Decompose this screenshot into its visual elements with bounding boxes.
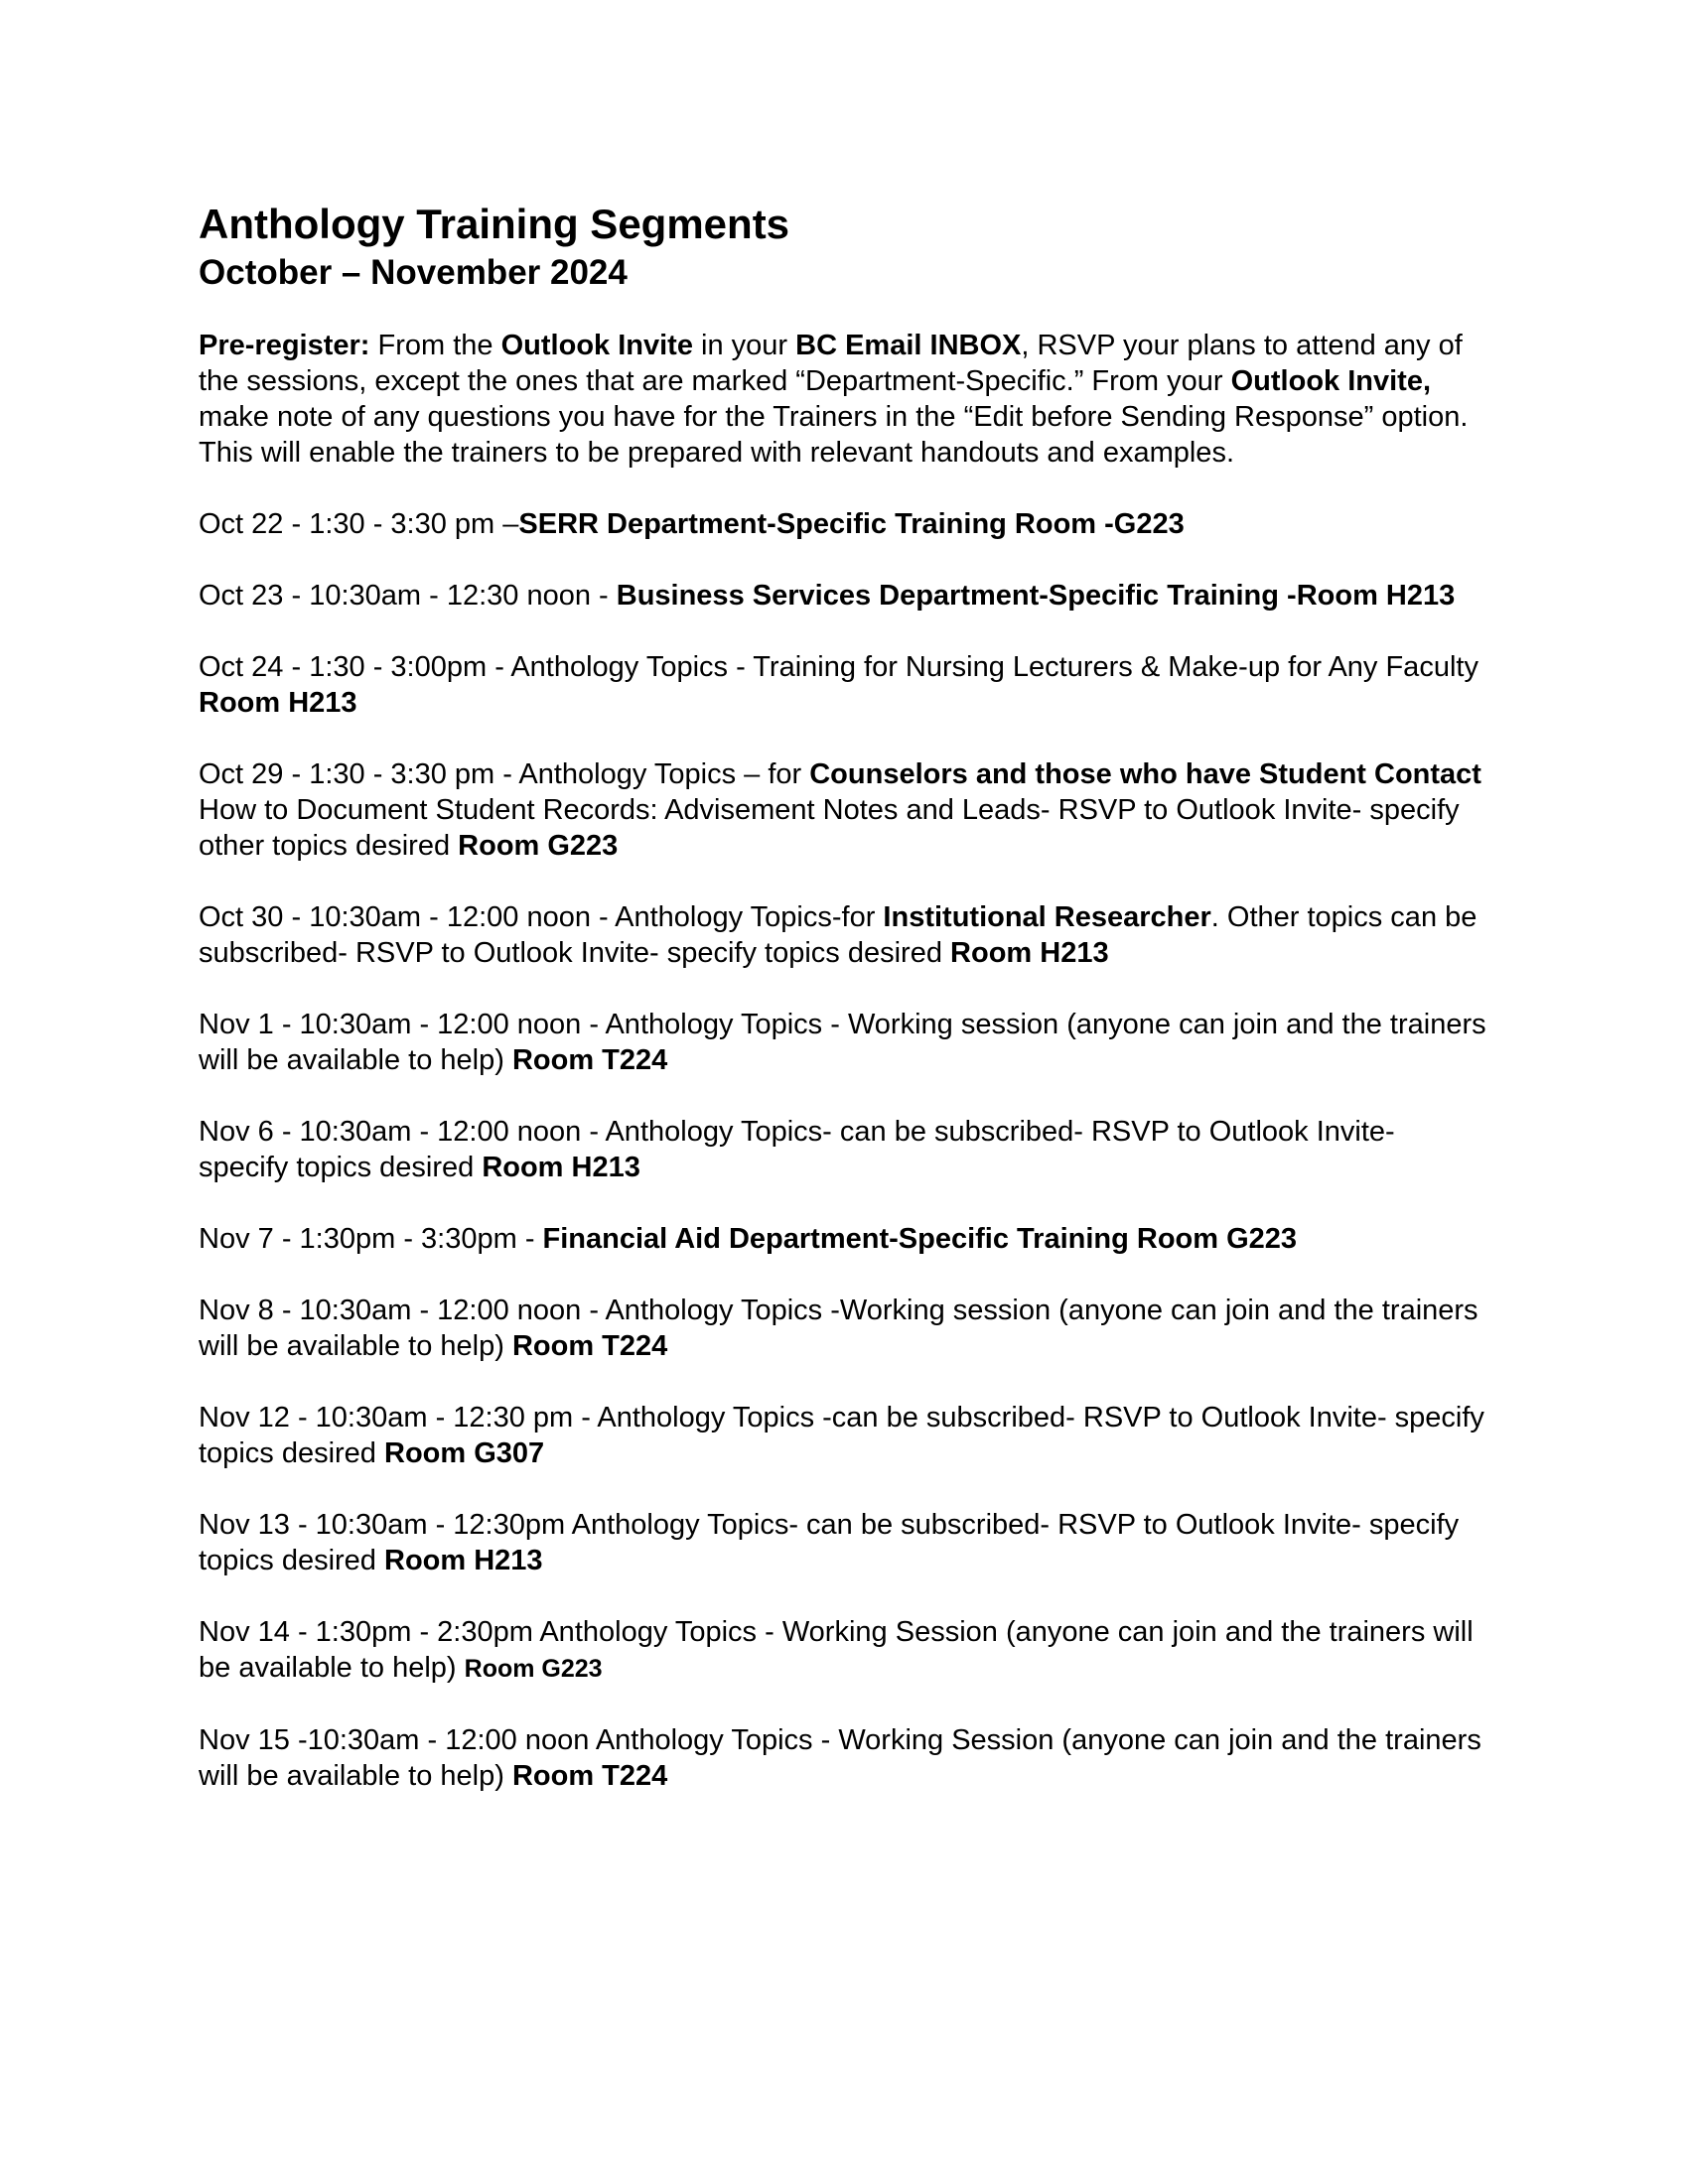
session-highlight: Counselors and those who have Student Contact bbox=[809, 758, 1481, 790]
session-text: Nov 1 - 10:30am - 12:00 noon - Anthology Topics - Working session (anyone can join and the trainers will be available to help) bbox=[199, 1009, 1486, 1076]
session-text: Oct 23 - 10:30am - 12:30 noon - bbox=[199, 580, 617, 612]
session-text: Nov 15 -10:30am - 12:00 noon Anthology Topics - Working Session (anyone can join and the trainers will be available to help) bbox=[199, 1724, 1481, 1792]
session-item bbox=[199, 649, 1489, 721]
intro-pre-register-label: Pre-register: bbox=[199, 330, 370, 361]
session-room: Room H213 bbox=[482, 1152, 640, 1183]
document-title: Anthology Training Segments bbox=[199, 201, 790, 247]
session-item bbox=[199, 756, 1489, 864]
session-room: Room G223 bbox=[464, 1655, 603, 1683]
session-text: Oct 30 - 10:30am - 12:00 noon - Anthology Topics-for bbox=[199, 901, 884, 933]
intro-bc-email-inbox: BC Email INBOX bbox=[795, 330, 1022, 361]
session-text: Nov 14 - 1:30pm - 2:30pm Anthology Topics - Working Session (anyone can join and the trainers will be available to help) bbox=[199, 1616, 1474, 1684]
session-room: Room H213 bbox=[950, 937, 1109, 969]
session-text: Nov 13 - 10:30am - 12:30pm Anthology Topics- can be subscribed- RSVP to Outlook Invite- specify topics desired bbox=[199, 1509, 1460, 1576]
session-text: Nov 6 - 10:30am - 12:00 noon - Anthology Topics- can be subscribed- RSVP to Outlook Invite- specify topics desired bbox=[199, 1116, 1395, 1183]
session-text: How to Document Student Records: Advisement Notes and Leads- RSVP to Outlook Invite- specify other topics desired bbox=[199, 794, 1460, 862]
session-highlight: Business Services Department-Specific Training -Room H213 bbox=[616, 580, 1456, 612]
session-item bbox=[199, 1114, 1489, 1185]
session-text: . Other topics can be subscribed- RSVP to Outlook Invite- specify topics desired bbox=[199, 901, 1477, 969]
session-text: Oct 29 - 1:30 - 3:30 pm - Anthology Topics – for bbox=[199, 758, 810, 790]
session-item bbox=[199, 1293, 1489, 1364]
intro-text: , RSVP your plans to attend any of the sessions, except the ones that are marked “Department-Specific.” From your bbox=[199, 330, 1463, 397]
session-room: Room H213 bbox=[199, 687, 357, 719]
session-text: Nov 12 - 10:30am - 12:30 pm - Anthology Topics -can be subscribed- RSVP to Outlook Invite- specify topics desired bbox=[199, 1402, 1484, 1469]
session-item bbox=[199, 1507, 1489, 1578]
session-text: Oct 24 - 1:30 - 3:00pm - Anthology Topics - Training for Nursing Lecturers & Make-up for Any Faculty bbox=[199, 651, 1478, 683]
intro-text: From the bbox=[369, 330, 501, 361]
intro-text: make note of any questions you have for the Trainers in the “Edit before Sending Response” option. This will enable the trainers to be prepared with relevant handouts and examples. bbox=[199, 401, 1469, 469]
session-highlight: SERR Department-Specific Training Room -G223 bbox=[518, 508, 1185, 540]
document-subtitle: October – November 2024 bbox=[199, 253, 628, 292]
session-item bbox=[199, 578, 1489, 614]
session-text: Nov 7 - 1:30pm - 3:30pm - bbox=[199, 1223, 543, 1255]
intro-outlook-invite: Outlook Invite, bbox=[1230, 365, 1432, 397]
session-item bbox=[199, 899, 1489, 971]
session-item bbox=[199, 1614, 1489, 1687]
session-highlight: Institutional Researcher bbox=[883, 901, 1211, 933]
session-item bbox=[199, 506, 1489, 542]
intro-outlook-invite: Outlook Invite bbox=[500, 330, 693, 361]
intro-paragraph bbox=[199, 328, 1489, 471]
session-room: Room G307 bbox=[384, 1437, 545, 1469]
session-room: Room H213 bbox=[384, 1545, 543, 1576]
document-page bbox=[199, 199, 1489, 1830]
session-room: Room T224 bbox=[511, 1330, 668, 1362]
session-item bbox=[199, 1722, 1489, 1794]
session-item bbox=[199, 1221, 1489, 1257]
session-room: Room T224 bbox=[511, 1044, 668, 1076]
session-room: Room G223 bbox=[458, 830, 619, 862]
session-item bbox=[199, 1007, 1489, 1078]
session-item bbox=[199, 1400, 1489, 1471]
session-text: Oct 22 - 1:30 - 3:30 pm – bbox=[199, 508, 519, 540]
session-highlight: Financial Aid Department-Specific Training Room G223 bbox=[542, 1223, 1298, 1255]
intro-text: in your bbox=[692, 330, 796, 361]
session-room: Room T224 bbox=[511, 1760, 668, 1792]
session-text: Nov 8 - 10:30am - 12:00 noon - Anthology Topics -Working session (anyone can join and the trainers will be available to help) bbox=[199, 1295, 1478, 1362]
